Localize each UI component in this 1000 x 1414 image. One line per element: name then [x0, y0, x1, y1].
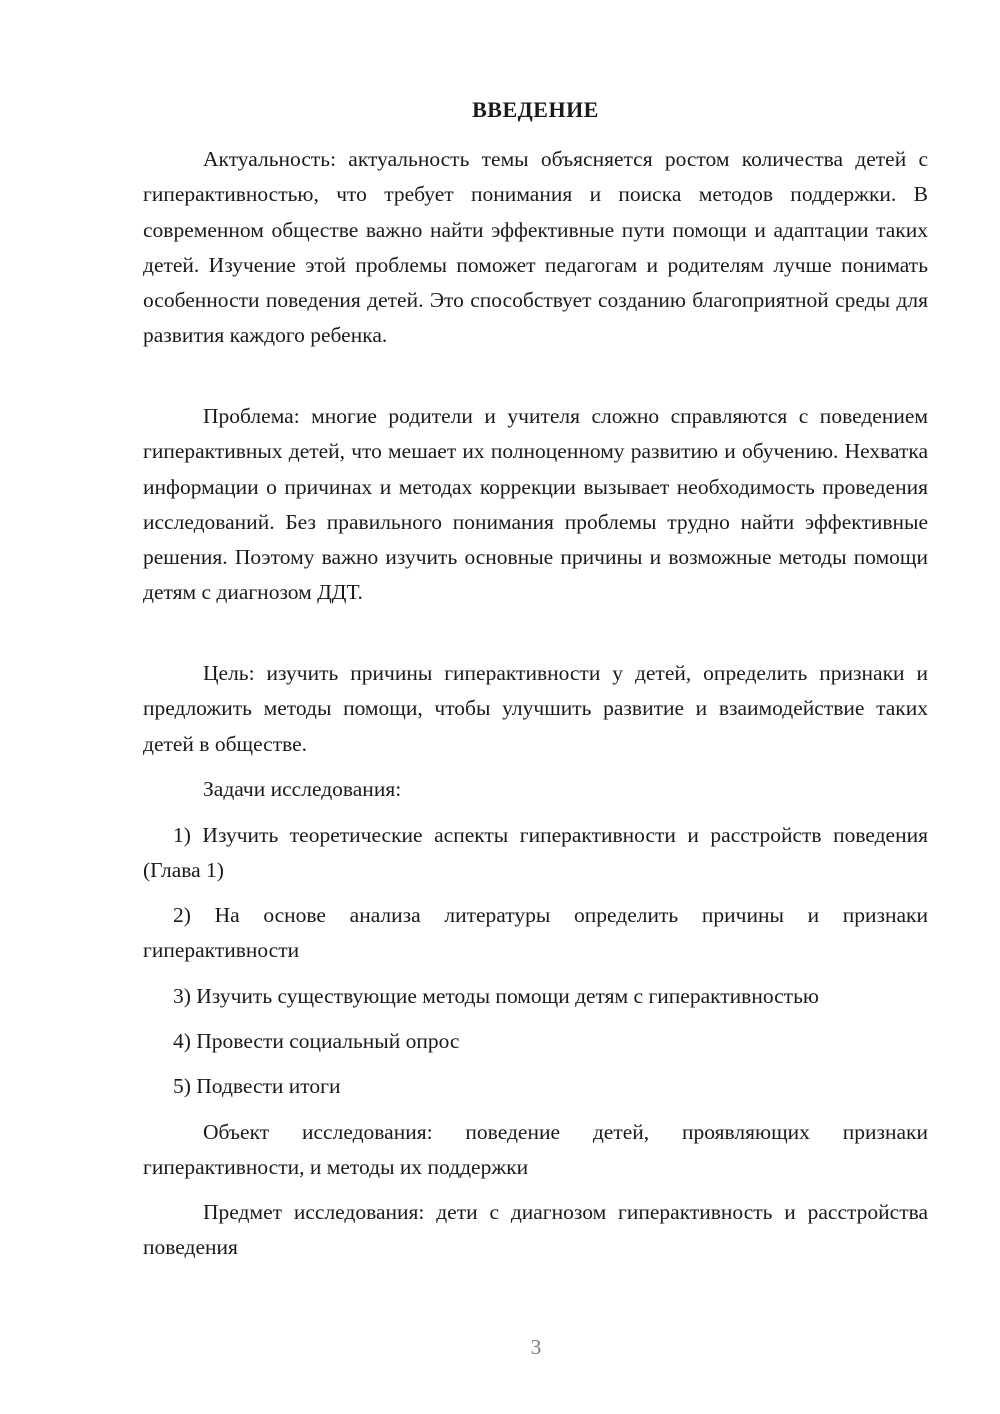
- relevance-paragraph: Актуальность: актуальность темы объясняется ростом количества детей с гиперактивностью, что требует понимания и поиска методов поддержки. В современном обществе важно найти эффективные пути помощи и адаптации таких детей. Изучение этой проблемы поможет педагогам и родителям лучше понимать особенности поведения детей. Это способствует созданию благоприятной среды для развития каждого ребенка.: [143, 147, 928, 348]
- task-item: 1) Изучить теоретические аспекты гиперактивности и расстройств поведения (Глава 1): [143, 823, 928, 883]
- page-number: 3: [530, 1335, 542, 1359]
- goal-paragraph: Цель: изучить причины гиперактивности у детей, определить признаки и предложить методы помощи, чтобы улучшить развитие и взаимодействие таких детей в обществе.: [143, 661, 928, 756]
- object-paragraph: Объект исследования: поведение детей, проявляющих признаки гиперактивности, и методы их поддержки: [143, 1120, 928, 1180]
- subject-paragraph: Предмет исследования: дети с диагнозом гиперактивность и расстройства поведения: [143, 1200, 928, 1260]
- page-title: ВВЕДЕНИЕ: [472, 97, 599, 122]
- task-item: 5) Подвести итоги: [173, 1074, 341, 1098]
- task-item: 2) На основе анализа литературы определить причины и признаки гиперактивности: [143, 903, 928, 963]
- task-item: 3) Изучить существующие методы помощи детям с гиперактивностью: [173, 984, 819, 1008]
- task-item: 4) Провести социальный опрос: [173, 1029, 460, 1053]
- tasks-heading: Задачи исследования:: [203, 777, 402, 801]
- problem-paragraph: Проблема: многие родители и учителя сложно справляются с поведением гиперактивных детей, что мешает их полноценному развитию и обучению. Нехватка информации о причинах и методах коррекции вызывает необходимость проведения исследований. Без правильного понимания проблемы трудно найти эффективные решения. Поэтому важно изучить основные причины и возможные методы помощи детям с диагнозом ДДТ.: [143, 404, 928, 605]
